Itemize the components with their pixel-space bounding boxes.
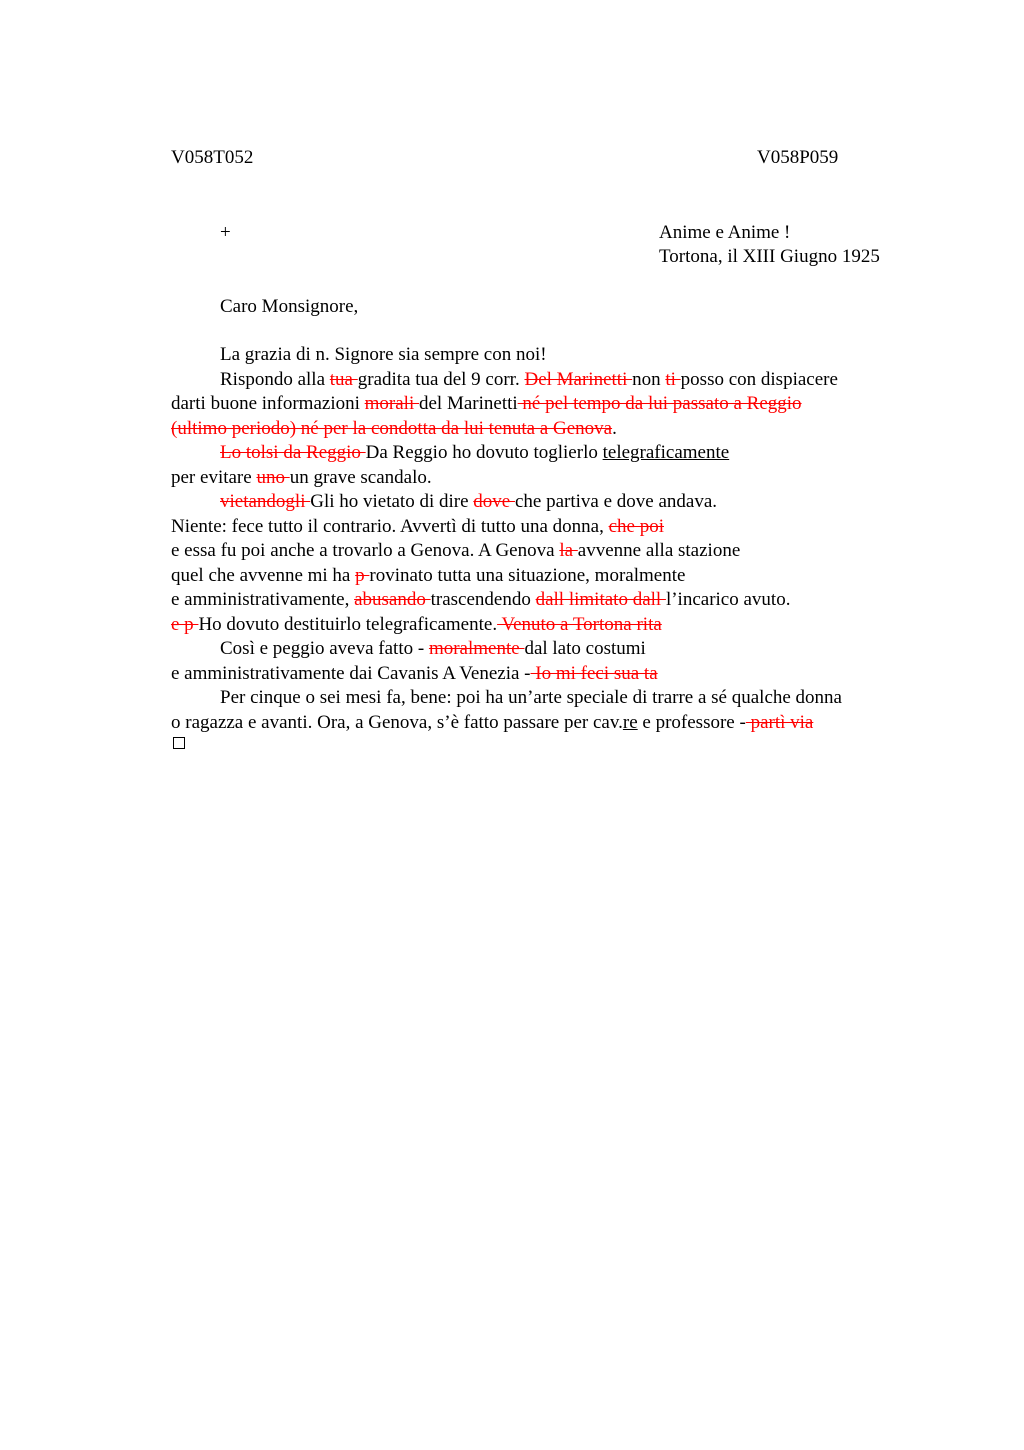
text-segment: Così e peggio aveva fatto - bbox=[220, 638, 429, 659]
deleted-text: (ultimo periodo) né per la condotta da lui tenuta a Genova bbox=[171, 417, 613, 439]
document-code-right: V058P059 bbox=[757, 147, 839, 168]
deleted-text: dall limitato dall bbox=[535, 589, 666, 610]
deleted-text: Io mi feci sua ta bbox=[530, 662, 658, 684]
text-segment: rovinato tutta una situazione, moralmente bbox=[369, 564, 686, 586]
deleted-text: ti bbox=[665, 368, 681, 390]
text-segment: dal lato costumi bbox=[524, 638, 646, 659]
text-segment: . bbox=[612, 417, 617, 439]
text-segment: Da Reggio ho dovuto toglierlo bbox=[365, 442, 603, 463]
text-segment: non bbox=[632, 368, 666, 390]
text-segment: quel che avvenne mi ha bbox=[171, 564, 356, 586]
deleted-text: Del Marinetti bbox=[524, 368, 633, 390]
text-segment: che partiva e dove andava. bbox=[514, 491, 718, 512]
text-segment: o ragazza e avanti. Ora, a Genova, s’è fatto passare per cav. bbox=[171, 711, 623, 733]
square-outline-icon bbox=[173, 737, 185, 749]
deleted-text: p bbox=[355, 564, 370, 586]
motto: Anime e Anime ! bbox=[659, 222, 791, 243]
deleted-text: Venuto a Tortona rita bbox=[497, 613, 662, 635]
text-line bbox=[171, 392, 802, 416]
place-date: Tortona, il XIII Giugno 1925 bbox=[659, 246, 880, 267]
deleted-text: abusando bbox=[354, 589, 431, 610]
text-segment: per evitare bbox=[171, 466, 257, 488]
text-segment: un grave scandalo. bbox=[289, 466, 432, 488]
deleted-text: la bbox=[559, 540, 578, 561]
text-segment: Ho dovuto destituirlo telegraficamente. bbox=[198, 613, 498, 635]
deleted-text: e p bbox=[171, 613, 199, 635]
text-line bbox=[171, 588, 790, 612]
deleted-text: moralmente bbox=[428, 638, 525, 659]
deleted-text: vietandogli bbox=[220, 491, 311, 512]
deleted-text: Lo tolsi da Reggio bbox=[220, 442, 366, 463]
deleted-text: morali bbox=[364, 393, 419, 414]
text-line bbox=[220, 368, 838, 392]
text-line bbox=[171, 564, 685, 588]
text-segment: trascendendo bbox=[430, 589, 536, 610]
text-line bbox=[220, 637, 646, 661]
text-segment: Niente: fece tutto il contrario. Avvertì di tutto una donna, bbox=[171, 515, 609, 537]
text-line bbox=[220, 343, 547, 367]
text-segment: avvenne alla stazione bbox=[577, 540, 741, 561]
deleted-text: dove bbox=[473, 491, 515, 512]
text-line bbox=[171, 417, 617, 441]
text-line bbox=[171, 515, 664, 539]
underlined-text: re bbox=[622, 711, 638, 733]
text-line bbox=[220, 490, 717, 514]
text-line bbox=[171, 711, 813, 735]
text-segment: del Marinetti bbox=[419, 393, 518, 414]
text-segment: e essa fu poi anche a trovarlo a Genova. A Genova bbox=[171, 540, 560, 561]
text-line bbox=[220, 686, 842, 710]
text-line bbox=[171, 539, 740, 563]
text-line bbox=[220, 441, 729, 465]
text-line bbox=[171, 613, 662, 637]
salutation: Caro Monsignore, bbox=[220, 296, 359, 317]
text-segment: Per cinque o sei mesi fa, bene: poi ha un’arte speciale di trarre a sé qualche donna bbox=[220, 687, 842, 708]
deleted-text: né pel tempo da lui passato a Reggio bbox=[517, 393, 802, 414]
text-segment: Rispondo alla bbox=[220, 368, 330, 390]
text-segment: gradita tua del 9 corr. bbox=[357, 368, 525, 390]
text-segment: l’incarico avuto. bbox=[665, 589, 791, 610]
document-code-left: V058T052 bbox=[171, 147, 254, 168]
text-segment: Gli ho vietato di dire bbox=[310, 491, 474, 512]
cross-symbol: + bbox=[220, 222, 231, 243]
text-segment: e professore - bbox=[637, 711, 746, 733]
text-segment: La grazia di n. Signore sia sempre con noi! bbox=[220, 344, 547, 365]
text-segment: posso con dispiacere bbox=[680, 368, 838, 390]
text-segment: darti buone informazioni bbox=[171, 393, 365, 414]
text-line bbox=[171, 466, 432, 490]
text-segment: e amministrativamente, bbox=[171, 589, 355, 610]
text-segment: e amministrativamente dai Cavanis A Venezia - bbox=[171, 662, 531, 684]
deleted-text: partì via bbox=[745, 711, 814, 733]
deleted-text: che poi bbox=[608, 515, 664, 537]
deleted-text: uno bbox=[256, 466, 290, 488]
text-line bbox=[171, 662, 658, 686]
underlined-text: telegraficamente bbox=[602, 442, 730, 463]
deleted-text: tua bbox=[329, 368, 358, 390]
